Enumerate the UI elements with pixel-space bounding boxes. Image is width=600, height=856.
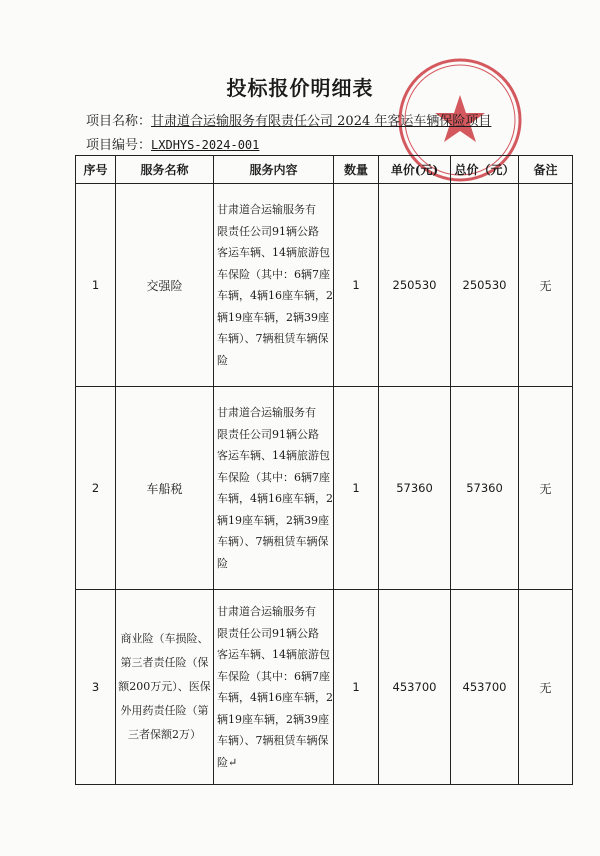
unit-price: 453700	[379, 590, 451, 785]
service-content-line: 客运车辆、14辆旅游包	[217, 246, 330, 259]
service-content-line: 甘肃道合运输服务有	[217, 203, 316, 216]
service-content-line: 限责任公司91辆公路	[217, 427, 319, 441]
service-content-line: 车辆，4辆16座车辆，2	[217, 492, 333, 505]
service-content-line: 辆19座车辆，2辆39座	[217, 712, 329, 726]
header-no: 序号	[76, 156, 116, 184]
total-price: 250530	[451, 184, 519, 387]
service-content-line: 险↵	[217, 755, 238, 769]
service-content-line: 车保险（其中：6辆7座	[217, 267, 330, 281]
service-name-line: 额200万元）、医保	[118, 680, 211, 693]
total-price: 453700	[451, 590, 519, 785]
service-content-line: 甘肃道合运输服务有	[217, 605, 316, 618]
note: 无	[519, 184, 573, 387]
service-content-line: 车辆，4辆16座车辆，2	[217, 289, 333, 302]
service-content-line: 车辆）、7辆租赁车辆保	[217, 332, 329, 345]
total-price: 57360	[451, 387, 519, 590]
row-no: 1	[76, 184, 116, 387]
project-no-line	[86, 134, 259, 153]
service-content-line: 险	[217, 556, 228, 570]
header-qty: 数量	[334, 156, 379, 184]
table-row	[76, 590, 573, 785]
service-name-line: 三者保额2万）	[128, 728, 201, 741]
document-title: 投标报价明细表	[226, 76, 374, 100]
quantity: 1	[334, 387, 379, 590]
service-content-line: 辆19座车辆，2辆39座	[217, 310, 329, 324]
service-content-line: 车辆，4辆16座车辆，2	[217, 691, 333, 704]
service-name	[116, 590, 214, 785]
unit-price: 57360	[379, 387, 451, 590]
service-content-line: 车保险（其中：6辆7座	[217, 669, 330, 683]
quantity: 1	[334, 184, 379, 387]
note: 无	[519, 590, 573, 785]
price-table	[75, 155, 573, 785]
project-name: 甘肃道合运输服务有限责任公司 2024 年客运车辆保险项目	[151, 114, 492, 129]
table-header-row	[76, 156, 573, 184]
service-content	[214, 184, 334, 387]
service-content-line: 车辆）、7辆租赁车辆保	[217, 734, 329, 747]
service-name-line: 商业险（车损险、	[120, 632, 209, 645]
service-content-line: 限责任公司91辆公路	[217, 626, 319, 640]
table-row	[76, 387, 573, 590]
service-content-line: 险	[217, 353, 228, 367]
unit-price: 250530	[379, 184, 451, 387]
header-unit-price: 单价(元)	[379, 156, 451, 184]
project-no-label: 项目编号：	[86, 138, 152, 153]
service-content	[214, 387, 334, 590]
service-content	[214, 590, 334, 785]
row-no: 3	[76, 590, 116, 785]
service-content-line: 限责任公司91辆公路	[217, 224, 319, 238]
header-total-price: 总价（元）	[451, 156, 519, 184]
service-name: 交强险	[116, 184, 214, 387]
header-service-name: 服务名称	[116, 156, 214, 184]
service-name-line: 第三者责任险（保	[120, 656, 209, 669]
project-name-label: 项目名称：	[86, 114, 152, 129]
service-content-line: 辆19座车辆，2辆39座	[217, 513, 329, 527]
service-content-line: 车辆）、7辆租赁车辆保	[217, 535, 329, 548]
project-no: LXDHYS-2024-001	[151, 138, 260, 152]
service-name: 车船税	[116, 387, 214, 590]
service-content-line: 客运车辆、14辆旅游包	[217, 648, 330, 661]
service-content-line: 客运车辆、14辆旅游包	[217, 449, 330, 462]
table-row	[76, 184, 573, 387]
note: 无	[519, 387, 573, 590]
service-name-line: 外用药责任险（第	[120, 704, 209, 717]
row-no: 2	[76, 387, 116, 590]
header-note: 备注	[519, 156, 573, 184]
service-content-line: 车保险（其中：6辆7座	[217, 470, 330, 484]
quantity: 1	[334, 590, 379, 785]
header-service-content: 服务内容	[214, 156, 334, 184]
service-content-line: 甘肃道合运输服务有	[217, 406, 316, 419]
project-name-line	[86, 110, 491, 129]
